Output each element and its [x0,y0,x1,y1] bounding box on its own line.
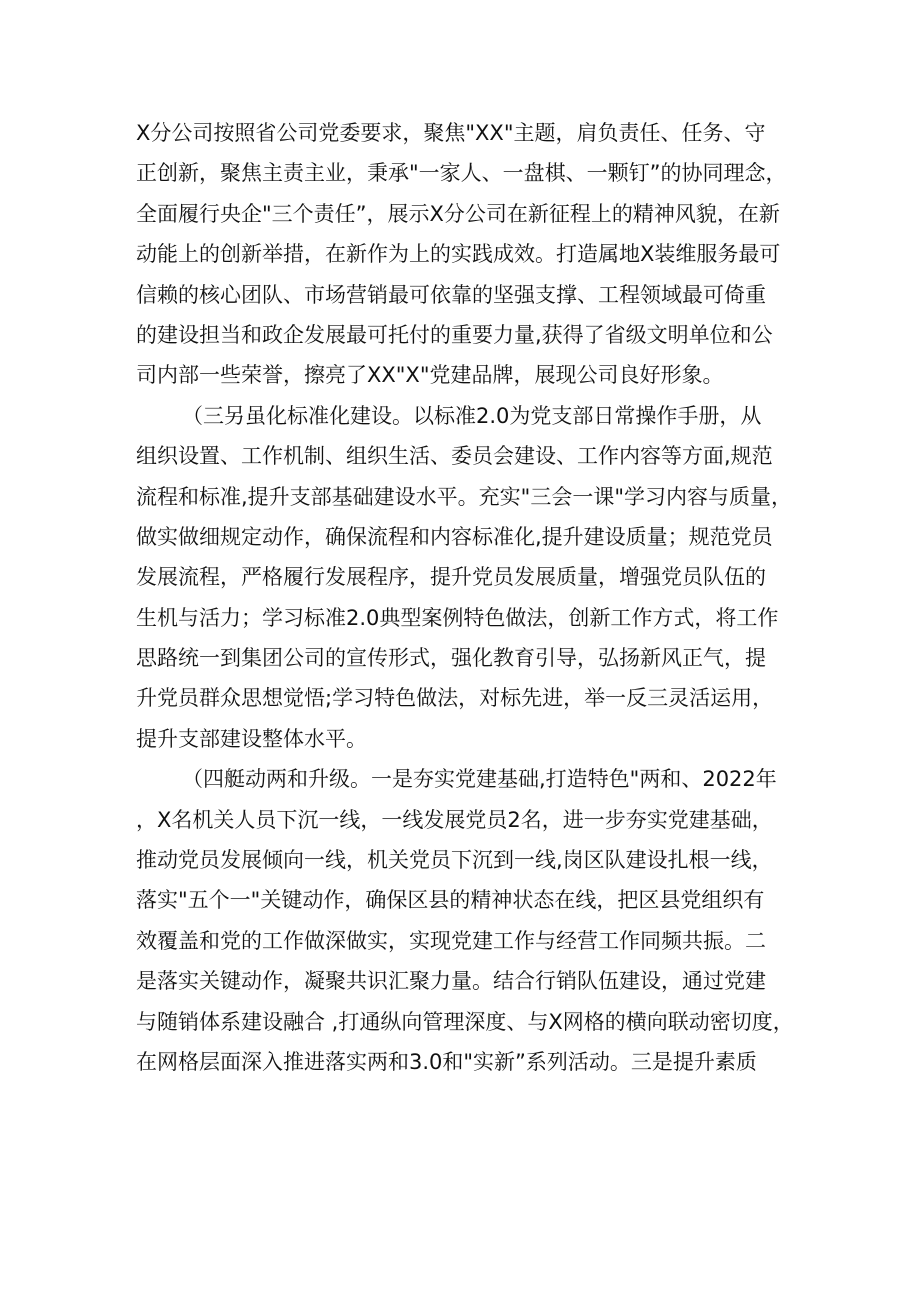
body-text [136,113,816,1082]
text-line: 正创新，聚焦主责主业，秉承"一家人、一盘棋、一颗钉”的协同理念， [136,161,787,186]
text-line: （三另虽化标准化建设。以标准2.0为党支部日常操作手册，从 [182,403,762,428]
text-line: 做实做细规定动作，确保流程和内容标准化,提升建设质量；规范党员 [136,524,773,549]
text-line: 思路统一到集团公司的宣传形式，强化教育引导，弘扬新风正气，提 [136,646,766,671]
text-line: 推动党员发展倾向一线，机关党员下沉到一线,岗区队建设扎根一线， [136,848,773,873]
text-line: 是落实关键动作，凝聚共识汇聚力量。结合行销队伍建设，通过党建 [136,969,766,994]
text-line: 信赖的核心团队、市场营销最可依靠的坚强支撑、工程领域最可倚重 [136,282,766,307]
text-line: 组织设置、工作机制、组织生活、委员会建设、工作内容等方面,规范 [136,444,773,469]
text-line: 全面履行央企"三个责任”，展示X分公司在新征程上的精神风貌，在新 [136,201,780,226]
text-line: 与随销体系建设融合 ,打通纵向管理深度、与X网格的横向联动密切度， [136,1009,794,1034]
text-line: X分公司按照省公司党委要求，聚焦"XX"主题，肩负责任、任务、守 [136,121,766,145]
text-line: 的建设担当和政企发展最可托付的重要力量,获得了省级文明单位和公 [136,322,773,347]
text-line: 升党员群众思想觉悟;学习特色做法，对标先进，举一反三灵活运用， [136,686,774,711]
text-line: 落实"五个一"关键动作，确保区县的精神状态在线，把区县党组织有 [136,888,765,913]
text-line: 提升支部建设整体水平。 [136,726,367,751]
text-line: ，X名机关人员下沉一线，一线发展党员2名，进一步夯实党建基础， [136,807,773,832]
text-line: 流程和标准,提升支部基础建设水平。充实"三会一课"学习内容与质量， [136,484,792,509]
text-line: 动能上的创新举措，在新作为上的实践成效。打造属地X装维服务最可 [136,242,781,267]
text-line: （四艇动两和升级。一是夯实党建基础,打造特色"两和、2022年 [182,767,777,792]
text-line: 司内部一些荣誉，擦亮了XX"X"党建品牌，展现公司良好形象。 [136,363,724,388]
text-line: 生机与活力；学习标准2.0典型案例特色做法，创新工作方式，将工作 [136,605,779,630]
text-line: 在网格层面深入推进落实两和3.0和"实新”系列活动。三是提升素质 [136,1049,757,1074]
text-line: 发展流程，严格履行发展程序，提升党员发展质量，增强党员队伍的 [136,565,766,590]
text-line: 效覆盖和党的工作做深做实，实现党建工作与经营工作同频共振。二 [136,928,766,953]
